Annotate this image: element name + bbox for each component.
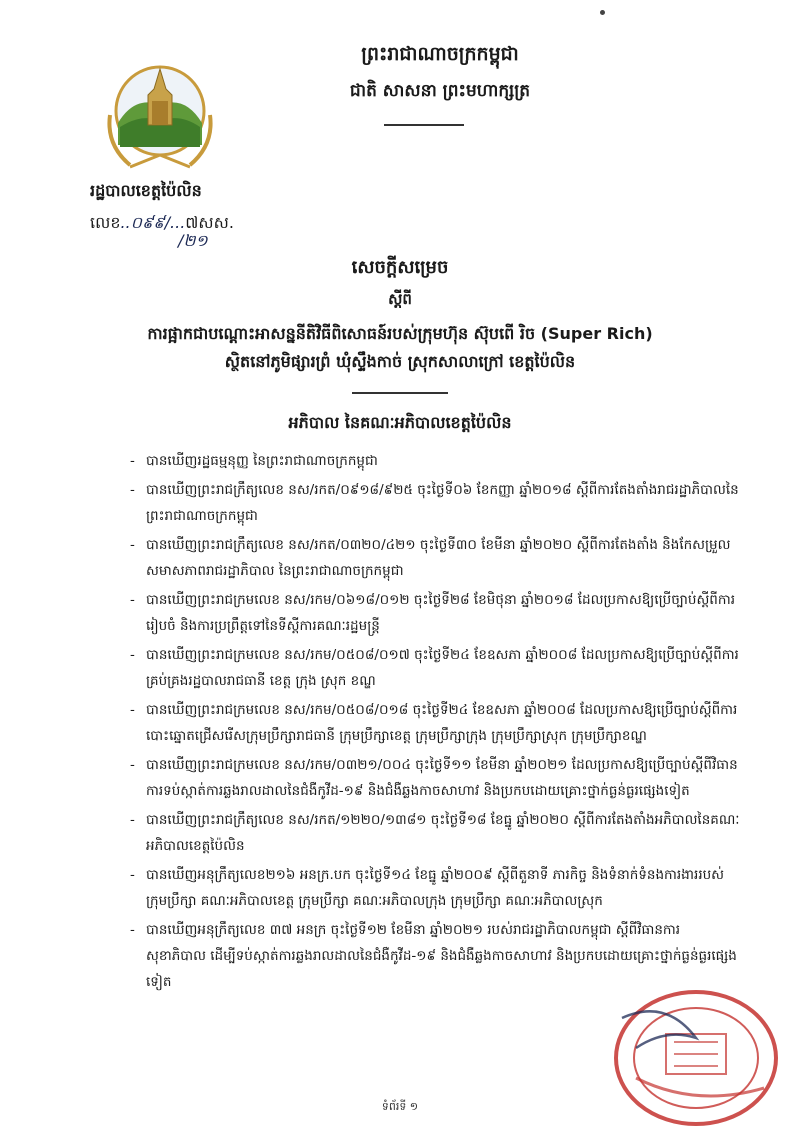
list-item: - បានឃើញរដ្ឋធម្មនុញ្ញ នៃព្រះរាជាណាចក្រកម្ពុជា	[130, 448, 740, 474]
list-item: - បានឃើញអនុក្រឹត្យលេខ២១៦ អនក្រ.បក ចុះថ្ងៃទី១៤ ខែធ្នូ ឆ្នាំ២០០៩ ស្តីពីតួនាទី ភារកិច្ច និងទំនាក់ទំនងការងាររបស់ក្រុមប្រឹក្សា គណៈអភិបាលខេត្ត ក្រុមប្រឹក្សា គណៈអភិបាលក្រុង ក្រុមប្រឹក្សា គណៈអភិបាលស្រុក	[130, 862, 740, 914]
ref-number-handwritten: ..០៩៩/...	[120, 213, 186, 232]
national-motto: ជាតិ សាសនា ព្រះមហាក្សត្រ	[349, 81, 531, 101]
title-divider	[352, 392, 448, 394]
list-item: - បានឃើញព្រះរាជក្រមលេខ នស/រកម/០៥០៨/០១៨ ចុះថ្ងៃទី២៤ ខែឧសភា ឆ្នាំ២០០៨ ដែលប្រកាសឱ្យប្រើច្បាប់ស្តីពីការបោះឆ្នោតជ្រើសរើសក្រុមប្រឹក្សារាជធានី ក្រុមប្រឹក្សាខេត្ត ក្រុមប្រឹក្សាក្រុង ក្រុមប្រឹក្សាស្រុក ក្រុមប្រឹក្សាខណ្ឌ	[130, 697, 740, 749]
header-divider	[384, 124, 464, 126]
page-number: ទំព័រទី ១	[381, 1100, 419, 1113]
list-item: - បានឃើញព្រះរាជក្រមលេខ នស/រកម/០៥០៨/០១៧ ចុះថ្ងៃទី២៤ ខែឧសភា ឆ្នាំ២០០៨ ដែលប្រកាសឱ្យប្រើច្បាប់ស្តីពីការគ្រប់គ្រងរដ្ឋបាលរាជធានី ខេត្ត ក្រុង ស្រុក ខណ្ឌ	[130, 642, 740, 694]
issuing-authority: រដ្ឋបាលខេត្តប៉ៃលិន	[90, 181, 202, 200]
list-item: - បានឃើញព្រះរាជក្រមលេខ នស/រកម/០៦១៨/០១២ ចុះថ្ងៃទី២៨ ខែមិថុនា ឆ្នាំ២០១៨ ដែលប្រកាសឱ្យប្រើច្បាប់ស្តីពីការរៀបចំ និងការប្រព្រឹត្តទៅនៃទីស្តីការគណៈរដ្ឋមន្ត្រី	[130, 587, 740, 639]
ref-suffix: ៧សស.	[185, 213, 234, 232]
legal-basis-list	[130, 448, 740, 998]
subject-line-2: ស្ថិតនៅភូមិផ្សារព្រំ ឃុំស្ទឹងកាច់ ស្រុកសាលាក្រៅ ខេត្តប៉ៃលិន	[224, 352, 576, 371]
decision-subject	[60, 320, 740, 376]
ref-year: /២១	[178, 231, 208, 250]
kingdom-title: ព្រះរាជាណាចក្រកម្ពុជា	[361, 43, 519, 65]
list-item: - បានឃើញព្រះរាជក្រឹត្យលេខ នស/រកត/០៣២០/៤២១ ចុះថ្ងៃទី៣០ ខែមីនា ឆ្នាំ២០២០ ស្តីពីការតែងតាំង និងកែសម្រួលសមាសភាពរាជរដ្ឋាភិបាល នៃព្រះរាជាណាចក្រកម្ពុជា	[130, 532, 740, 584]
about-label: ស្តីពី	[388, 290, 412, 308]
ref-prefix: លេខ	[90, 213, 121, 232]
scan-dot	[600, 10, 605, 15]
reference-number	[90, 212, 234, 250]
subject-line-1: ការផ្អាកជាបណ្តោះអាសន្ននីតិវិធីពិសោធន៍របស់ក្រុមហ៊ុន ស៊ុបពើ រិច (Super Rich)	[147, 324, 653, 343]
list-item: - បានឃើញព្រះរាជក្រមលេខ នស/រកម/០៣២១/០០៤ ចុះថ្ងៃទី១១ ខែមីនា ឆ្នាំ២០២១ ដែលប្រកាសឱ្យប្រើច្បាប់ស្តីពីវិធានការទប់ស្កាត់ការឆ្លងរាលដាលនៃជំងឺកូវីដ-១៩ និងជំងឺឆ្លងកាចសាហាវ និងប្រកបដោយគ្រោះថ្នាក់ធ្ងន់ធ្ងរផ្សេងទៀត	[130, 752, 740, 804]
provincial-logo	[100, 55, 220, 185]
list-item: - បានឃើញព្រះរាជក្រឹត្យលេខ នស/រកត/១២២០/១៣៨១ ចុះថ្ងៃទី១៨ ខែធ្នូ ឆ្នាំ២០២០ ស្តីពីការតែងតាំងអភិបាលនៃគណៈអភិបាលខេត្តប៉ៃលិន	[130, 807, 740, 859]
list-item: - បានឃើញព្រះរាជក្រឹត្យលេខ នស/រកត/០៩១៨/៩២៥ ចុះថ្ងៃទី០៦ ខែកញ្ញា ឆ្នាំ២០១៨ ស្តីពីការតែងតាំងរាជរដ្ឋាភិបាលនៃព្រះរាជាណាចក្រកម្ពុជា	[130, 477, 740, 529]
document-type: សេចក្តីសម្រេច	[351, 257, 449, 278]
authority-heading: អភិបាល នៃគណៈអភិបាលខេត្តប៉ៃលិន	[288, 413, 512, 432]
list-item: - បានឃើញអនុក្រឹត្យលេខ ៣៧ អនក្រ ចុះថ្ងៃទី១២ ខែមីនា ឆ្នាំ២០២១ របស់រាជរដ្ឋាភិបាលកម្ពុជា ស្តីពីវិធានការសុខាភិបាល ដើម្បីទប់ស្កាត់ការឆ្លងរាលដាលនៃជំងឺកូវីដ-១៩ និងជំងឺឆ្លងកាចសាហាវ និងប្រកបដោយគ្រោះថ្នាក់ធ្ងន់ធ្ងរផ្សេងទៀត	[130, 917, 740, 995]
